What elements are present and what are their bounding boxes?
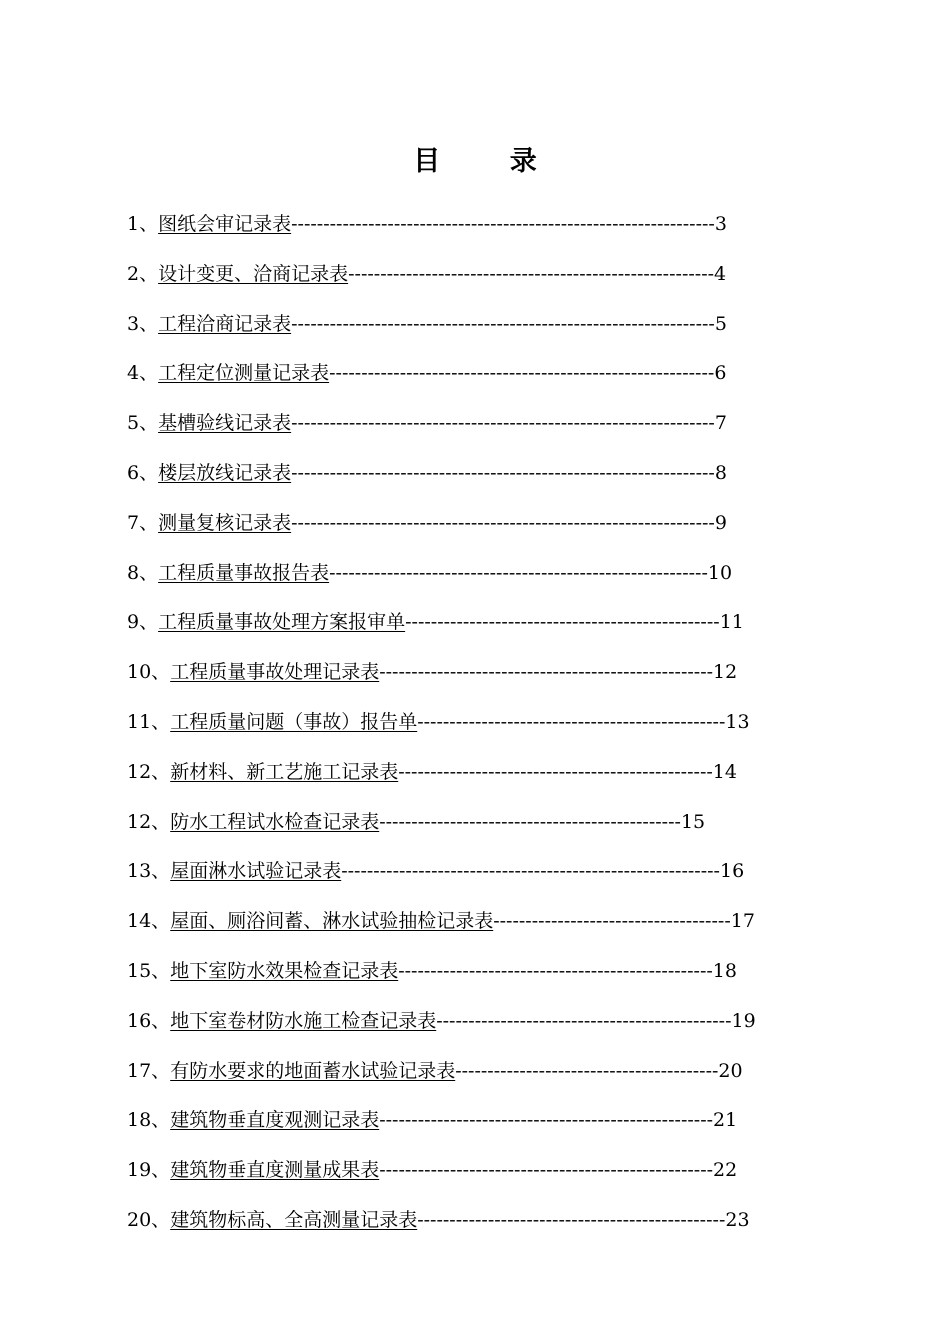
toc-entry-page: 14 bbox=[712, 760, 737, 783]
toc-entry-link[interactable]: 有防水要求的地面蓄水试验记录表 bbox=[170, 1059, 456, 1082]
toc-entry bbox=[127, 1053, 847, 1103]
toc-entry-number: 9、 bbox=[127, 611, 159, 634]
toc-entry-leader: ----------------------------------------- bbox=[455, 1059, 719, 1082]
toc-entry-number: 15、 bbox=[127, 959, 171, 982]
toc-entry-leader: ---------------------------------------------------- bbox=[379, 1159, 714, 1182]
toc-entry-leader: --------------------------------------------------------- bbox=[348, 262, 715, 285]
toc-entry-number: 1、 bbox=[127, 213, 159, 235]
toc-entry-page: 4 bbox=[714, 262, 727, 285]
toc-entry-page: 6 bbox=[714, 362, 727, 385]
toc-entry-leader: ----------------------------------------------- bbox=[379, 810, 681, 833]
toc-entry-number: 7、 bbox=[127, 511, 159, 534]
toc-entry-link[interactable]: 工程质量事故报告表 bbox=[158, 561, 330, 584]
toc-entry bbox=[127, 1102, 847, 1152]
toc-entry-link[interactable]: 建筑物标高、全高测量记录表 bbox=[170, 1208, 418, 1231]
toc-entry-number: 16、 bbox=[127, 1009, 171, 1032]
toc-entry-number: 10、 bbox=[127, 661, 171, 684]
toc-entry bbox=[127, 306, 847, 356]
toc-entry bbox=[127, 853, 847, 903]
toc-entry bbox=[127, 555, 847, 605]
toc-entry bbox=[127, 1152, 847, 1202]
toc-entry-number: 20、 bbox=[127, 1208, 171, 1231]
toc-entry bbox=[127, 754, 847, 804]
toc-entry-link[interactable]: 楼层放线记录表 bbox=[158, 461, 292, 484]
toc-entry-number: 11、 bbox=[127, 710, 171, 733]
toc-entry-leader: ------------------------------------------------------------ bbox=[329, 362, 715, 385]
toc-entry-link[interactable]: 工程质量事故处理记录表 bbox=[170, 661, 380, 684]
toc-entry-number: 4、 bbox=[127, 362, 159, 385]
toc-entry-number: 8、 bbox=[127, 561, 159, 584]
toc-entry-leader: ---------------------------------------------- bbox=[436, 1009, 732, 1032]
toc-entry bbox=[127, 804, 847, 854]
toc-entry-page: 7 bbox=[714, 412, 727, 435]
toc-entry-leader: ----------------------------------------------------------- bbox=[329, 561, 708, 584]
toc-entry-link[interactable]: 屋面、厕浴间蓄、淋水试验抽检记录表 bbox=[170, 910, 494, 933]
toc-entry-page: 9 bbox=[714, 511, 727, 534]
toc-entry-link[interactable]: 基槽验线记录表 bbox=[158, 412, 292, 435]
toc-entry bbox=[127, 206, 847, 256]
toc-entry-page: 17 bbox=[730, 910, 755, 933]
toc-entry-page: 8 bbox=[714, 461, 727, 484]
toc-entry-leader: ----------------------------------------------------------- bbox=[341, 860, 720, 883]
toc-entry-leader: ------------------------------------------------------------------ bbox=[291, 412, 715, 435]
toc-entry-page: 5 bbox=[714, 312, 727, 335]
toc-entry-leader: ------------------------------------------------------------------ bbox=[291, 312, 715, 335]
toc-entry-page: 20 bbox=[718, 1059, 743, 1082]
toc-entry-leader: ------------------------------------------------- bbox=[405, 611, 720, 634]
toc-entry-page: 13 bbox=[725, 710, 750, 733]
toc-entry-number: 18、 bbox=[127, 1109, 171, 1132]
toc-entry-leader: ------------------------------------------------- bbox=[398, 760, 713, 783]
toc-entry-link[interactable]: 工程质量问题（事故）报告单 bbox=[170, 710, 418, 733]
toc-entry-link[interactable]: 新材料、新工艺施工记录表 bbox=[170, 760, 399, 783]
toc-entry-page: 19 bbox=[731, 1009, 756, 1032]
toc-entry-link[interactable]: 地下室防水效果检查记录表 bbox=[170, 959, 399, 982]
toc-entry bbox=[127, 256, 847, 306]
toc-entry bbox=[127, 604, 847, 654]
toc-entry-number: 14、 bbox=[127, 910, 171, 933]
toc-entry-number: 6、 bbox=[127, 461, 159, 484]
toc-entry-leader: ------------------------------------------------ bbox=[417, 710, 726, 733]
toc-entry-number: 13、 bbox=[127, 860, 171, 883]
toc-entry-link[interactable]: 设计变更、洽商记录表 bbox=[158, 262, 349, 285]
toc-entry-page: 10 bbox=[707, 561, 733, 584]
toc-entry-number: 12、 bbox=[127, 760, 171, 783]
toc-entry-page: 23 bbox=[725, 1208, 750, 1231]
toc-entry bbox=[127, 704, 847, 754]
toc-entry bbox=[127, 953, 847, 1003]
toc-entry-number: 17、 bbox=[127, 1059, 171, 1082]
toc-entry-link[interactable]: 建筑物垂直度观测记录表 bbox=[170, 1109, 380, 1132]
table-of-contents bbox=[127, 206, 847, 1252]
toc-entry-link[interactable]: 地下室卷材防水施工检查记录表 bbox=[170, 1009, 437, 1032]
toc-entry-link[interactable]: 建筑物垂直度测量成果表 bbox=[170, 1159, 380, 1182]
toc-entry bbox=[127, 405, 847, 455]
toc-entry-link[interactable]: 工程质量事故处理方案报审单 bbox=[158, 611, 406, 634]
toc-entry-leader: ------------------------------------------------------------------ bbox=[291, 461, 715, 484]
page-title: 目 录 bbox=[413, 146, 567, 177]
toc-entry-number: 12、 bbox=[127, 810, 171, 833]
toc-entry bbox=[127, 1202, 847, 1252]
toc-entry-leader: ------------------------------------------------ bbox=[417, 1208, 726, 1231]
toc-entry-page: 18 bbox=[712, 959, 737, 982]
toc-entry-page: 21 bbox=[713, 1109, 738, 1132]
toc-entry-link[interactable]: 图纸会审记录表 bbox=[158, 213, 292, 235]
toc-entry-link[interactable]: 工程洽商记录表 bbox=[158, 312, 292, 335]
toc-entry-leader: ------------------------------------------------------------------ bbox=[291, 511, 715, 534]
toc-entry-link[interactable]: 屋面淋水试验记录表 bbox=[170, 860, 342, 883]
toc-entry-number: 3、 bbox=[127, 312, 159, 335]
toc-entry bbox=[127, 455, 847, 505]
toc-entry-link[interactable]: 防水工程试水检查记录表 bbox=[170, 810, 380, 833]
toc-entry-leader: ------------------------------------------------- bbox=[398, 959, 713, 982]
toc-entry-page: 12 bbox=[713, 661, 738, 684]
toc-entry-page: 16 bbox=[719, 860, 745, 883]
toc-entry-page: 22 bbox=[713, 1159, 738, 1182]
toc-entry-leader: ---------------------------------------------------- bbox=[379, 661, 714, 684]
toc-entry bbox=[127, 505, 847, 555]
toc-entry bbox=[127, 903, 847, 953]
toc-entry bbox=[127, 355, 847, 405]
toc-entry-link[interactable]: 工程定位测量记录表 bbox=[158, 362, 330, 385]
toc-entry-page: 15 bbox=[680, 810, 706, 833]
toc-entry-page: 11 bbox=[719, 611, 744, 634]
toc-entry-page: 3 bbox=[714, 213, 727, 235]
toc-entry-number: 5、 bbox=[127, 412, 159, 435]
toc-entry-number: 2、 bbox=[127, 262, 159, 285]
toc-entry bbox=[127, 1003, 847, 1053]
toc-entry-leader: ------------------------------------------------------------------ bbox=[291, 213, 715, 235]
toc-entry-leader: ---------------------------------------------------- bbox=[379, 1109, 714, 1132]
toc-entry-link[interactable]: 测量复核记录表 bbox=[158, 511, 292, 534]
toc-entry bbox=[127, 654, 847, 704]
toc-entry-number: 19、 bbox=[127, 1159, 171, 1182]
toc-entry-leader: ------------------------------------- bbox=[493, 910, 731, 933]
